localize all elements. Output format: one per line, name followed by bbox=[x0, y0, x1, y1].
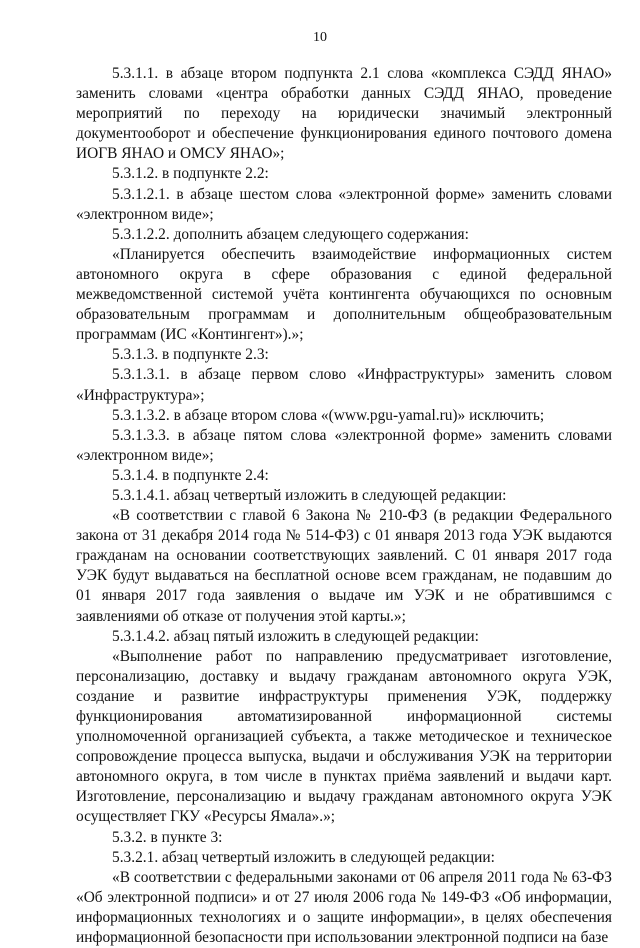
paragraph-5-3-1-3: 5.3.1.3. в подпункте 2.3: bbox=[112, 346, 269, 364]
paragraph-5-3-1-1: 5.3.1.1. в абзаце втором подпункта 2.1 слова «комплекса СЭДД ЯНАО» заменить словами «центра обработки данных СЭДД ЯНАО, проведение мероприятий по переходу на юридически значимый электронный документооборот и обеспечение функционирования единого почтового домена ИОГВ ЯНАО и ОМСУ ЯНАО»; bbox=[76, 65, 612, 163]
document-body bbox=[76, 64, 612, 948]
paragraph-5-3-1-2: 5.3.1.2. в подпункте 2.2: bbox=[112, 165, 269, 183]
paragraph-5-3-1-2-2: 5.3.1.2.2. дополнить абзацем следующего содержания: bbox=[112, 225, 469, 243]
paragraph-5-3-1-4: 5.3.1.4. в подпункте 2.4: bbox=[112, 466, 269, 484]
paragraph-5-3-1-4-1: 5.3.1.4.1. абзац четвертый изложить в следующей редакции: bbox=[112, 486, 507, 504]
paragraph-5-3-1-4-2: 5.3.1.4.2. абзац пятый изложить в следующей редакции: bbox=[112, 627, 479, 645]
paragraph-quote-kontingent: «Планируется обеспечить взаимодействие информационных систем автономного округа в сфере образования с единой федеральной межведомственной системой учёта контингента обучающихся по основным образовательным программам и дополнительным общеобразовательным программам (ИС «Контингент»).»; bbox=[76, 245, 612, 344]
paragraph-5-3-1-2-1: 5.3.1.2.1. в абзаце шестом слова «электронной форме» заменить словами «электронном виде»; bbox=[76, 185, 612, 223]
paragraph-quote-uek-issue: «В соответствии с главой 6 Закона № 210-ФЗ (в редакции Федерального закона от 31 декабря 2014 года № 514-ФЗ) с 01 января 2013 года УЭК выдаются гражданам на основании соответствующих заявлений. С 01 января 2017 года УЭК будут выдаваться на бесплатной основе всем гражданам, не подавшим до 01 января 2017 года заявления о выдаче им УЭК и не обратившимся с заявлениями об отказе от получения этой карты.»; bbox=[76, 507, 612, 625]
paragraph-quote-e-signature: «В соответствии с федеральными законами от 06 апреля 2011 года № 63-ФЗ «Об электронной подписи» и от 27 июля 2006 года № 149-ФЗ «Об информации, информационных технологиях и о защите информации», в целях обеспечения информационной безопасности при использовании электронной подписи на базе bbox=[76, 868, 612, 947]
paragraph-5-3-1-3-2: 5.3.1.3.2. в абзаце втором слова «(www.pgu-yamal.ru)» исключить; bbox=[112, 406, 545, 424]
paragraph-5-3-1-3-1: 5.3.1.3.1. в абзаце первом слово «Инфраструктуры» заменить словом «Инфраструктура»; bbox=[76, 366, 612, 404]
page-number: 10 bbox=[313, 30, 327, 45]
paragraph-5-3-1-3-3: 5.3.1.3.3. в абзаце пятом слова «электронной форме» заменить словами «электронном виде»; bbox=[76, 426, 612, 464]
paragraph-5-3-2-1: 5.3.2.1. абзац четвертый изложить в следующей редакции: bbox=[112, 848, 495, 866]
paragraph-quote-uek-works: «Выполнение работ по направлению предусматривает изготовление, персонализацию, доставку и выдачу гражданам автономного округа УЭК, создание и развитие инфраструктуры применения УЭК, поддержку функционирования автоматизированной информационной системы уполномоченной организацией субъекта, а также методическое и техническое сопровождение процесса выпуска, выдачи и обслуживания УЭК на территории автономного округа, в том числе в пунктах приёма заявлений и выдачи карт. Изготовление, персонализацию и выдачу гражданам автономного округа УЭК осуществляет ГКУ «Ресурсы Ямала».»; bbox=[76, 647, 612, 826]
paragraph-5-3-2: 5.3.2. в пункте 3: bbox=[112, 828, 223, 846]
